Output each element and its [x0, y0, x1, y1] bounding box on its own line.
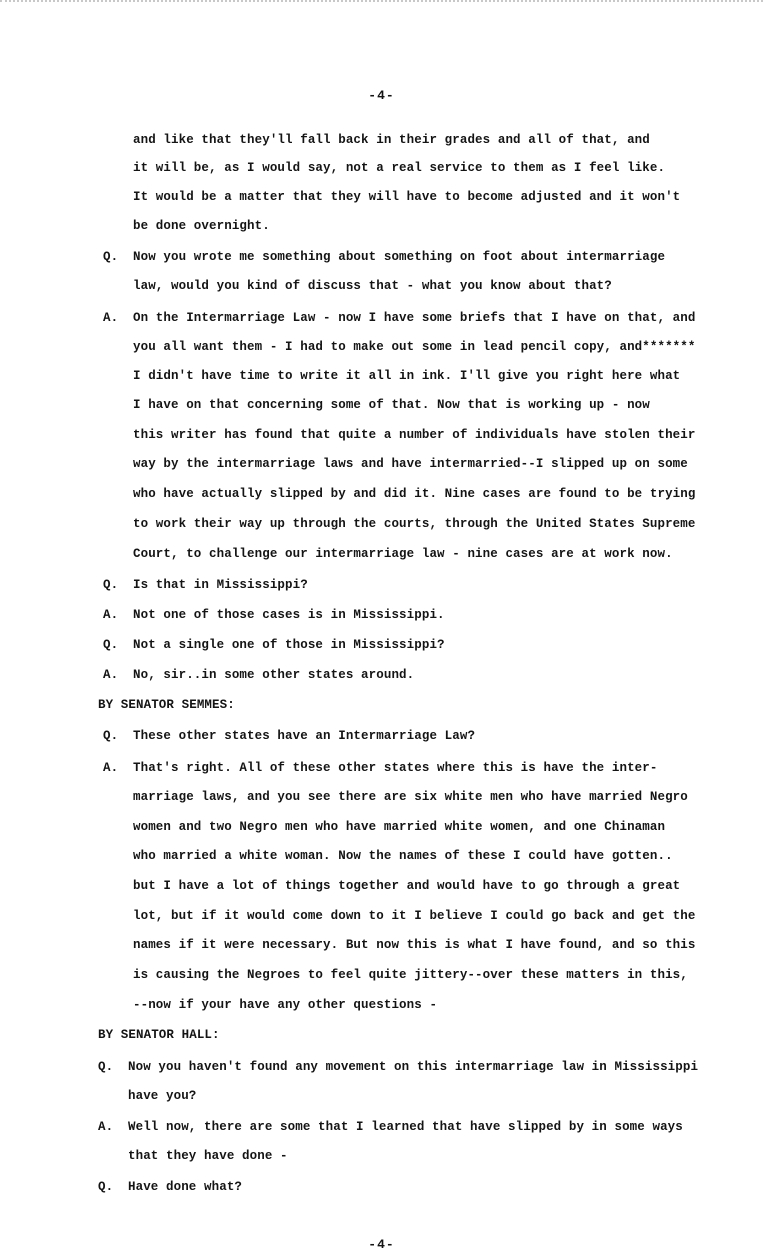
line-text: and like that they'll fall back in their grades and all of that, and [133, 133, 650, 147]
transcript-line [133, 279, 612, 293]
line-text: it will be, as I would say, not a real service to them as I feel like. [133, 161, 666, 175]
transcript-line [128, 1149, 288, 1163]
line-text: Now you haven't found any movement on this intermarriage law in Mississippi [128, 1060, 699, 1074]
line-text: Is that in Mississippi? [133, 578, 308, 592]
line-text: These other states have an Intermarriage Law? [133, 729, 476, 743]
line-text: who married a white woman. Now the names of these I could have gotten.. [133, 849, 673, 863]
transcript-line [133, 968, 688, 982]
line-text: women and two Negro men who have married white women, and one Chinaman [133, 820, 666, 834]
speaker-marker: A. [103, 311, 119, 325]
transcript-line [133, 219, 270, 233]
line-text: is causing the Negroes to feel quite jittery--over these matters in this, [133, 968, 688, 982]
transcript-line [128, 1089, 196, 1103]
speaker-marker: A. [103, 608, 119, 622]
speaker-marker: Q. [103, 729, 119, 743]
transcript-line [103, 608, 445, 622]
speaker-marker: Q. [103, 578, 119, 592]
speaker-marker: Q. [98, 1180, 114, 1194]
transcript-line [103, 578, 308, 592]
line-text: be done overnight. [133, 219, 270, 233]
transcript-line [133, 849, 673, 863]
line-text: No, sir..in some other states around. [133, 668, 415, 682]
line-text: that they have done - [128, 1149, 288, 1163]
transcript-line [133, 998, 437, 1012]
transcript-line [133, 487, 696, 501]
line-text: marriage laws, and you see there are six white men who have married Negro [133, 790, 688, 804]
examiner-heading: BY SENATOR SEMMES: [98, 698, 235, 712]
page-number-top: -4- [368, 88, 395, 103]
transcript-line [133, 790, 688, 804]
transcript-line [133, 879, 680, 893]
line-text: That's right. All of these other states where this is have the inter- [133, 761, 658, 775]
transcript-line [103, 761, 657, 775]
line-text: way by the intermarriage laws and have intermarried--I slipped up on some [133, 457, 688, 471]
line-text: but I have a lot of things together and would have to go through a great [133, 879, 681, 893]
line-text: Not a single one of those in Mississippi? [133, 638, 445, 652]
transcript-line [133, 820, 665, 834]
line-text: Not one of those cases is in Mississippi. [133, 608, 445, 622]
line-text: I didn't have time to write it all in ink. I'll give you right here what [133, 369, 681, 383]
transcript-line [133, 909, 696, 923]
line-text: this writer has found that quite a number of individuals have stolen their [133, 428, 696, 442]
line-text: It would be a matter that they will have to become adjusted and it won't [133, 190, 681, 204]
transcript-line [133, 547, 673, 561]
transcript-line [133, 369, 680, 383]
speaker-marker: A. [98, 1120, 114, 1134]
transcript-line [133, 340, 696, 354]
line-text: I have on that concerning some of that. Now that is working up - now [133, 398, 650, 412]
line-text: Well now, there are some that I learned that have slipped by in some ways [128, 1120, 683, 1134]
transcript-line [133, 428, 696, 442]
transcript-line [133, 161, 665, 175]
transcript-line [98, 1180, 242, 1194]
line-text: you all want them - I had to make out some in lead pencil copy, and******* [133, 340, 696, 354]
line-text: lot, but if it would come down to it I believe I could go back and get the [133, 909, 696, 923]
transcript-line [103, 729, 475, 743]
examiner-heading: BY SENATOR HALL: [98, 1028, 220, 1042]
line-text: law, would you kind of discuss that - what you know about that? [133, 279, 612, 293]
transcript-line [133, 517, 696, 531]
speaker-marker: A. [103, 668, 119, 682]
transcript-line [133, 133, 650, 147]
line-text: who have actually slipped by and did it. Nine cases are found to be trying [133, 487, 696, 501]
page-top-border [0, 0, 763, 2]
transcript-line [103, 638, 445, 652]
transcript-line [98, 1028, 220, 1042]
line-text: Court, to challenge our intermarriage law - nine cases are at work now. [133, 547, 673, 561]
transcript-line [133, 938, 696, 952]
speaker-marker: A. [103, 761, 119, 775]
page-number-bottom: -4- [368, 1237, 395, 1252]
transcript-line [133, 190, 680, 204]
speaker-marker: Q. [98, 1060, 114, 1074]
line-text: to work their way up through the courts, through the United States Supreme [133, 517, 696, 531]
line-text: --now if your have any other questions - [133, 998, 438, 1012]
transcript-line [103, 250, 665, 264]
transcript-line [98, 1060, 698, 1074]
line-text: Have done what? [128, 1180, 243, 1194]
line-text: Now you wrote me something about something on foot about intermarriage [133, 250, 666, 264]
transcript-line [98, 1120, 683, 1134]
line-text: names if it were necessary. But now this is what I have found, and so this [133, 938, 696, 952]
speaker-marker: Q. [103, 250, 119, 264]
transcript-line [98, 698, 235, 712]
transcript-line [133, 398, 650, 412]
line-text: have you? [128, 1089, 197, 1103]
transcript-line [103, 668, 414, 682]
line-text: On the Intermarriage Law - now I have some briefs that I have on that, and [133, 311, 696, 325]
speaker-marker: Q. [103, 638, 119, 652]
transcript-line [133, 457, 688, 471]
transcript-line [103, 311, 696, 325]
